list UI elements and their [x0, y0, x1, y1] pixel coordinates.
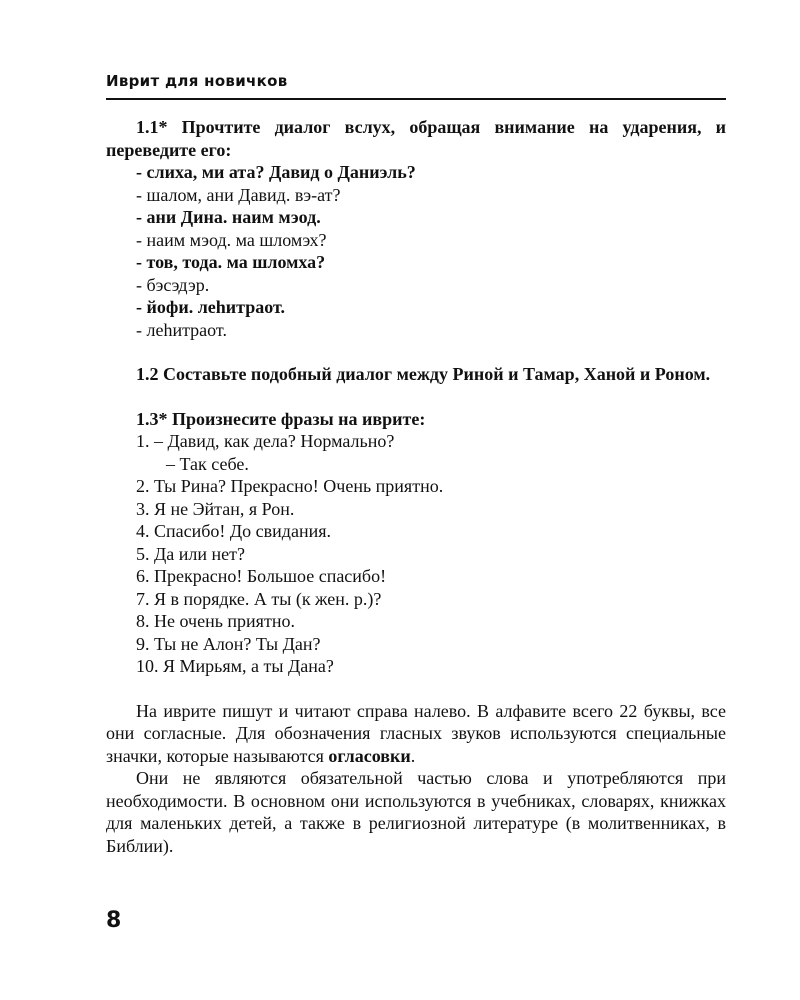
list-item: 6. Прекрасно! Большое спасибо! — [136, 566, 387, 586]
list-item: 1. – Давид, как дела? Нормально? — [136, 431, 395, 451]
dialog-line: - ани Дина. наим мэод. — [136, 207, 321, 227]
page-content — [106, 116, 726, 857]
exercise-1-2 — [106, 363, 726, 386]
exercise-title: 1.2 Составьте подобный диалог между Риной и Тамар, Ханой и Роном. — [136, 364, 711, 384]
exercise-title: 1.1* Прочтите диалог вслух, обращая внимание на ударения, и переведите его: — [106, 117, 726, 160]
running-header: Иврит для новичков — [106, 72, 288, 90]
dialog-line: - йофи. леһитраот. — [136, 297, 285, 317]
list-item: 7. Я в порядке. А ты (к жен. р.)? — [136, 588, 382, 609]
dialog-line: - шалом, ани Давид. вэ-ат? — [136, 184, 341, 205]
list-item: 3. Я не Эйтан, я Рон. — [136, 498, 295, 519]
paragraph — [106, 700, 726, 768]
list-item: 2. Ты Рина? Прекрасно! Очень приятно. — [136, 476, 444, 496]
list-item: – Так себе. — [166, 453, 249, 474]
list-item: 10. Я Мирьям, а ты Дана? — [136, 656, 334, 676]
exercise-1-1 — [106, 116, 726, 341]
paragraph-text: . — [410, 745, 416, 766]
dialog-line: - наим мэод. ма шломэх? — [136, 229, 327, 250]
term-bold: огласовки — [328, 745, 411, 766]
body-text — [106, 700, 726, 858]
list-item: 4. Спасибо! До свидания. — [136, 521, 331, 541]
list-item: 8. Не очень приятно. — [136, 611, 295, 631]
paragraph: Они не являются обязательной частью слова и употребляются при необходимости. В основном они используются в учебниках, словарях, книжках для маленьких детей, а также в религиозной литературе (в молитвенниках, в Библии). — [106, 768, 726, 856]
dialog-line: - тов, тода. ма шломха? — [136, 252, 326, 272]
exercise-title: 1.3* Произнесите фразы на иврите: — [136, 408, 426, 429]
dialog-line: - бэсэдэр. — [136, 274, 210, 295]
dialog-line: - слиха, ми ата? Давид о Даниэль? — [136, 162, 416, 182]
header-rule — [106, 98, 726, 100]
page-number: 8 — [106, 908, 122, 933]
dialog-line: - леһитраот. — [136, 319, 227, 340]
paragraph-text: На иврите пишут и читают справа налево. В алфавите всего 22 буквы, все они согласные. Для обозначения гласных звуков используются специальные значки, которые называются — [106, 700, 726, 766]
exercise-1-3 — [106, 408, 726, 678]
list-item: 9. Ты не Алон? Ты Дан? — [136, 633, 321, 654]
list-item: 5. Да или нет? — [136, 543, 245, 564]
